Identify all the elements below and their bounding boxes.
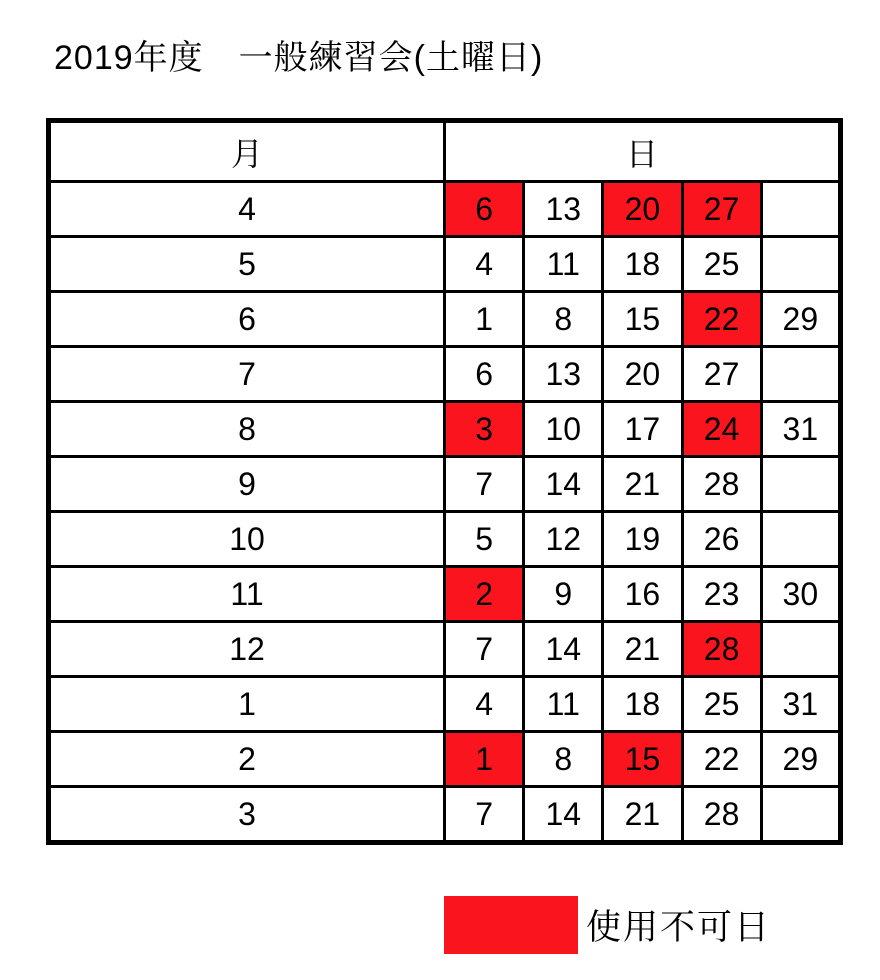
month-cell: 4: [49, 182, 445, 237]
day-cell: 28: [682, 622, 761, 677]
day-cell: 12: [524, 512, 603, 567]
day-cell: 27: [682, 182, 761, 237]
day-cell: 4: [445, 677, 524, 732]
day-cell: 18: [603, 237, 682, 292]
day-cell: 9: [524, 567, 603, 622]
day-cell: 28: [682, 787, 761, 843]
table-row: [49, 732, 841, 787]
legend-label: 使用不可日: [586, 908, 772, 947]
day-cell: 30: [761, 567, 840, 622]
table-row: [49, 292, 841, 347]
month-cell: 8: [49, 402, 445, 457]
day-cell: 20: [603, 347, 682, 402]
day-cell: 7: [445, 622, 524, 677]
day-cell: 21: [603, 787, 682, 843]
day-cell: 25: [682, 237, 761, 292]
day-cell: 1: [445, 732, 524, 787]
month-cell: 7: [49, 347, 445, 402]
day-cell: 13: [524, 347, 603, 402]
day-cell: 8: [524, 292, 603, 347]
month-cell: 1: [49, 677, 445, 732]
day-cell: 14: [524, 622, 603, 677]
table-header-row: [49, 121, 841, 182]
day-cell: 15: [603, 732, 682, 787]
schedule-table: [46, 118, 843, 845]
month-cell: 6: [49, 292, 445, 347]
day-cell: 14: [524, 787, 603, 843]
day-cell: 19: [603, 512, 682, 567]
table-row: [49, 347, 841, 402]
month-cell: 3: [49, 787, 445, 843]
table-row: [49, 787, 841, 843]
table-row: [49, 622, 841, 677]
day-cell: [761, 787, 840, 843]
month-cell: 11: [49, 567, 445, 622]
day-cell: 11: [524, 677, 603, 732]
month-column-header: 月: [49, 121, 445, 182]
day-cell: 22: [682, 732, 761, 787]
day-cell: [761, 622, 840, 677]
day-cell: 2: [445, 567, 524, 622]
day-cell: 18: [603, 677, 682, 732]
table-row: [49, 457, 841, 512]
schedule-table-body: [49, 121, 841, 843]
month-cell: 10: [49, 512, 445, 567]
day-cell: 21: [603, 457, 682, 512]
day-cell: 20: [603, 182, 682, 237]
day-cell: 11: [524, 237, 603, 292]
day-cell: 7: [445, 457, 524, 512]
day-cell: 26: [682, 512, 761, 567]
day-cell: [761, 347, 840, 402]
page-title: 2019年度 一般練習会(土曜日): [54, 39, 544, 77]
day-cell: 23: [682, 567, 761, 622]
day-cell: 31: [761, 677, 840, 732]
day-cell: 6: [445, 182, 524, 237]
table-row: [49, 402, 841, 457]
day-cell: 13: [524, 182, 603, 237]
month-cell: 9: [49, 457, 445, 512]
day-cell: 27: [682, 347, 761, 402]
day-cell: 15: [603, 292, 682, 347]
day-cell: 24: [682, 402, 761, 457]
day-cell: 8: [524, 732, 603, 787]
table-row: [49, 237, 841, 292]
day-cell: 22: [682, 292, 761, 347]
day-cell: 21: [603, 622, 682, 677]
day-cell: 14: [524, 457, 603, 512]
day-cell: 4: [445, 237, 524, 292]
day-cell: 16: [603, 567, 682, 622]
day-cell: [761, 457, 840, 512]
day-cell: 10: [524, 402, 603, 457]
day-cell: 29: [761, 732, 840, 787]
day-cell: [761, 237, 840, 292]
day-cell: 6: [445, 347, 524, 402]
day-cell: [761, 182, 840, 237]
day-cell: 31: [761, 402, 840, 457]
month-cell: 2: [49, 732, 445, 787]
day-cell: 29: [761, 292, 840, 347]
table-row: [49, 512, 841, 567]
day-cell: 28: [682, 457, 761, 512]
day-cell: 5: [445, 512, 524, 567]
table-row: [49, 567, 841, 622]
day-cell: 3: [445, 402, 524, 457]
month-cell: 12: [49, 622, 445, 677]
day-cell: 7: [445, 787, 524, 843]
table-row: [49, 677, 841, 732]
unavailable-color-swatch: [444, 896, 578, 954]
table-row: [49, 182, 841, 237]
month-cell: 5: [49, 237, 445, 292]
day-cell: 17: [603, 402, 682, 457]
legend: [444, 896, 771, 954]
day-column-header: 日: [445, 121, 841, 182]
day-cell: [761, 512, 840, 567]
day-cell: 1: [445, 292, 524, 347]
day-cell: 25: [682, 677, 761, 732]
